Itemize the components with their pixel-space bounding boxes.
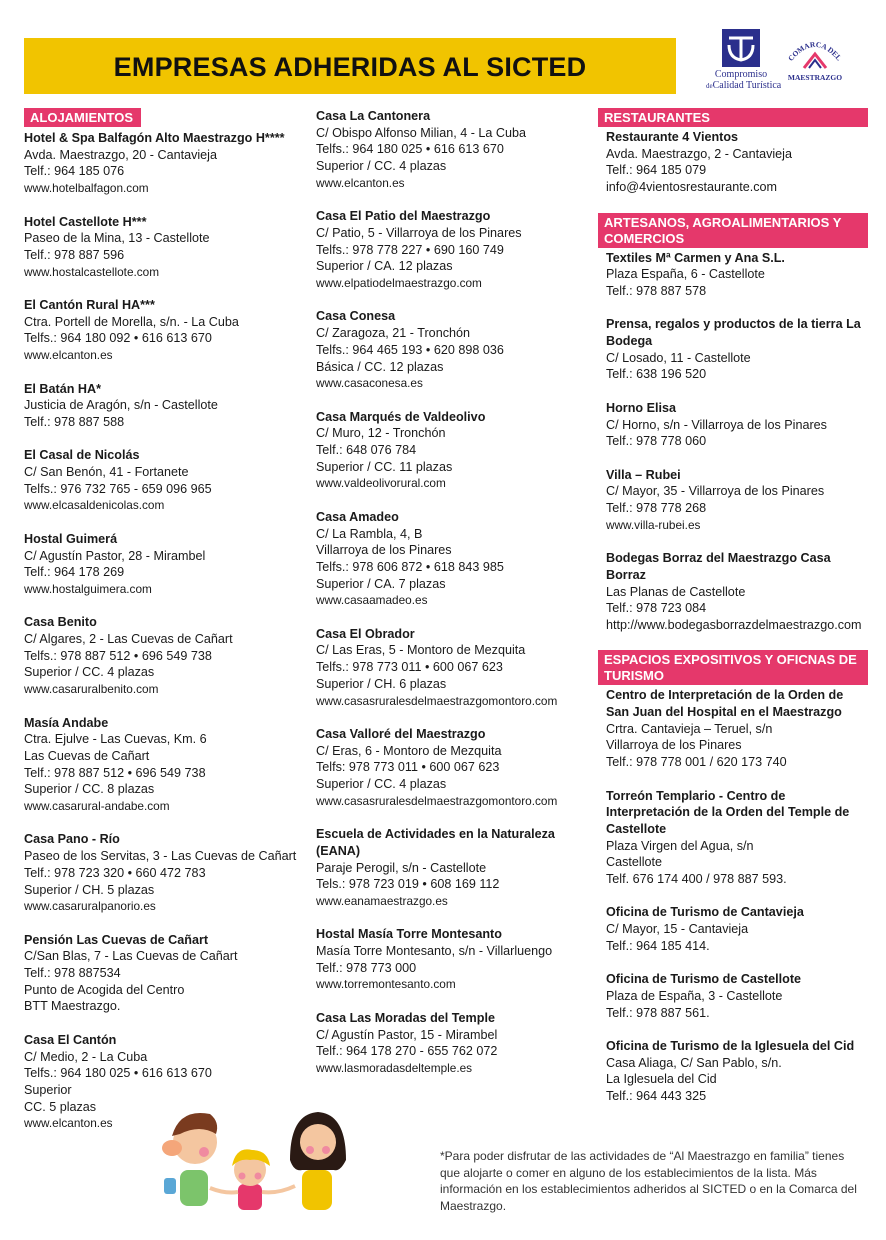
listing-detail: Telf.: 978 887 596	[24, 247, 125, 262]
listing-detail: Telfs: 978 773 011 • 600 067 623	[316, 760, 500, 775]
listing-detail: Telf.: 978 887534	[24, 966, 121, 981]
listing-detail: Paseo de la Mina, 13 - Castellote	[24, 231, 210, 246]
listing-name: Bodegas Borraz del Maestrazgo Casa Borraz	[606, 551, 831, 582]
listing-name: Restaurante 4 Vientos	[606, 130, 739, 144]
listing-detail: Telfs.: 978 887 512 • 696 549 738	[24, 648, 212, 663]
listing-name: Oficina de Turismo de la Iglesuela del Cid	[606, 1039, 855, 1053]
mother-figure-icon	[290, 1112, 346, 1210]
listing-website-link[interactable]: www.casaconesa.es	[316, 376, 423, 391]
listing-detail: Telf.: 978 887 588	[24, 414, 125, 429]
listing-detail: Básica / CC. 12 plazas	[316, 359, 444, 374]
listing-entry	[316, 108, 591, 192]
listing-detail: Superior / CC. 4 plazas	[316, 159, 447, 174]
listing-entry	[24, 214, 294, 281]
listing-detail: Superior / CH. 5 plazas	[24, 882, 155, 897]
listing-detail: C/San Blas, 7 - Las Cuevas de Cañart	[24, 949, 238, 964]
listing-detail: http://www.bodegasborrazdelmaestrazgo.com	[606, 617, 862, 632]
listing-detail: Telf.: 978 778 268	[606, 501, 707, 515]
listing-website-link[interactable]: www.elpatiodelmaestrazgo.com	[316, 276, 482, 291]
listing-website-link[interactable]: www.casarural-andabe.com	[24, 799, 170, 814]
listing-name: Casa Valloré del Maestrazgo	[316, 726, 486, 741]
listing-website-link[interactable]: www.elcanton.es	[24, 348, 113, 363]
listing-detail: Crtra. Cantavieja – Teruel, s/n	[606, 721, 773, 736]
listing-detail: Justicia de Aragón, s/n - Castellote	[24, 398, 218, 413]
listing-detail: Las Planas de Castellote	[606, 584, 746, 599]
listing-detail: C/ San Benón, 41 - Fortanete	[24, 465, 189, 479]
listing-name: Hostal Guimerá	[24, 531, 118, 546]
listing-detail: C/ Las Eras, 5 - Montoro de Mezquita	[316, 643, 526, 658]
listing-detail: CC. 5 plazas	[24, 1099, 97, 1114]
column-servicios	[598, 108, 868, 1122]
category-espacios: ESPACIOS EXPOSITIVOS Y OFICNAS DE TURISMO	[598, 650, 868, 685]
listing-website-link[interactable]: www.casasruralesdelmaestrazgomontoro.com	[316, 693, 558, 708]
listing-website-link[interactable]: www.lasmoradasdeltemple.es	[316, 1060, 473, 1075]
listing-detail: Superior / CC. 8 plazas	[24, 782, 155, 797]
listing-detail: Telf.: 978 773 000	[316, 960, 417, 975]
listing-entry	[316, 926, 591, 993]
listing-name: Casa El Obrador	[316, 626, 415, 641]
listing-name: Casa Marqués de Valdeolivo	[316, 409, 486, 424]
listing-entry	[24, 297, 294, 364]
listing-detail: Telfs.: 964 180 025 • 616 613 670	[316, 142, 504, 157]
listing-name: Casa La Cantonera	[316, 109, 431, 123]
listing-detail: Telfs.: 964 180 025 • 616 613 670	[24, 1066, 212, 1081]
listing-detail: Casa Aliaga, C/ San Pablo, s/n.	[606, 1055, 782, 1070]
listing-detail: Superior / CC. 11 plazas	[316, 459, 453, 474]
listing-detail: Avda. Maestrazgo, 20 - Cantavieja	[24, 147, 217, 162]
listing-detail: Plaza España, 6 - Castellote	[606, 267, 765, 282]
svg-text:MAESTRAZGO: MAESTRAZGO	[787, 73, 843, 82]
compromiso-calidad-icon	[721, 28, 761, 68]
listing-entry	[24, 614, 294, 698]
listing-entry	[24, 447, 294, 514]
listing-detail: C/ Obispo Alfonso Milian, 4 - La Cuba	[316, 125, 527, 140]
listing-name: Horno Elisa	[606, 400, 676, 415]
listing-entry	[24, 715, 294, 815]
listing-detail: Telf.: 964 185 079	[606, 163, 707, 178]
listing-entry	[316, 1010, 591, 1077]
listing-website-link[interactable]: www.elcasaldenicolas.com	[24, 498, 165, 513]
comarca-maestrazgo-logo	[780, 28, 850, 98]
listing-website-link[interactable]: www.torremontesanto.com	[316, 977, 456, 992]
listing-entry	[598, 971, 868, 1021]
listing-name: Hostal Masía Torre Montesanto	[316, 927, 502, 942]
listing-entry	[316, 308, 591, 392]
listing-entry	[598, 550, 868, 634]
espacios-list	[598, 687, 868, 1105]
listing-detail: Ctra. Portell de Morella, s/n. - La Cuba	[24, 314, 239, 329]
compromiso-calidad-logo	[706, 28, 782, 98]
listing-entry	[598, 1038, 868, 1105]
listing-detail: Villarroya de los Pinares	[606, 738, 742, 753]
listing-detail: C/ Mayor, 35 - Villarroya de los Pinares	[606, 484, 825, 499]
listing-entry	[316, 208, 591, 292]
listing-detail: Telf.: 638 196 520	[606, 367, 707, 382]
listing-name: Oficina de Turismo de Cantavieja	[606, 905, 804, 920]
listing-website-link[interactable]: www.casasruralesdelmaestrazgomontoro.com	[316, 793, 558, 808]
listing-name: Casa El Cantón	[24, 1032, 117, 1047]
category-restaurantes: RESTAURANTES	[598, 108, 868, 127]
listing-detail: Masía Torre Montesanto, s/n - Villarluengo	[316, 944, 553, 959]
listing-detail: Telf.: 978 778 001 / 620 173 740	[606, 755, 787, 770]
category-alojamientos: ALOJAMIENTOS	[24, 108, 141, 127]
listing-entry	[316, 726, 591, 810]
listing-detail: C/ Agustín Pastor, 15 - Mirambel	[316, 1027, 498, 1042]
logo-compromiso-line2: deCalidad Turística	[706, 80, 782, 91]
family-illustration	[150, 1100, 370, 1220]
category-artesanos: ARTESANOS, AGROALIMENTARIOS Y COMERCIOS	[598, 213, 868, 248]
listing-detail: C/ La Rambla, 4, B	[316, 526, 423, 541]
listing-detail: C/ Mayor, 15 - Cantavieja	[606, 922, 749, 937]
listing-entry	[316, 626, 591, 710]
column-alojamientos	[24, 108, 297, 1149]
listing-detail: Paseo de los Servitas, 3 - Las Cuevas de Cañart	[24, 849, 297, 864]
listing-detail: Telfs.: 978 778 227 • 690 160 749	[316, 242, 504, 257]
listing-detail: Telf.: 964 178 269	[24, 565, 125, 580]
listing-detail: Villarroya de los Pinares	[316, 543, 452, 558]
listing-detail: Avda. Maestrazgo, 2 - Cantavieja	[606, 146, 792, 161]
listing-entry	[24, 130, 294, 197]
listing-name: El Cantón Rural HA***	[24, 298, 155, 312]
listing-website-link[interactable]: www.valdeolivorural.com	[316, 476, 446, 491]
listing-detail: Plaza Virgen del Agua, s/n	[606, 838, 754, 853]
listing-detail: C/ Agustín Pastor, 28 - Mirambel	[24, 548, 206, 563]
listing-detail: Telf.: 964 185 414.	[606, 938, 710, 953]
listing-name: Casa El Patio del Maestrazgo	[316, 209, 491, 224]
alojamientos-list	[24, 130, 297, 1132]
listing-detail: C/ Muro, 12 - Tronchón	[316, 426, 446, 441]
listing-name: Casa Amadeo	[316, 509, 399, 524]
listing-detail: info@4vientosrestaurante.com	[606, 180, 777, 195]
listing-website-link[interactable]: www.casaruralbenito.com	[24, 682, 159, 697]
listing-detail: Telf.: 978 887 561.	[606, 1005, 710, 1020]
listing-name: Masía Andabe	[24, 715, 109, 730]
listing-entry	[598, 904, 868, 954]
listing-entry	[24, 531, 294, 598]
listing-detail: C/ Losado, 11 - Castellote	[606, 350, 751, 365]
listing-name: Centro de Interpretación de la Orden de San Juan del Hospital en el Maestrazgo	[606, 688, 844, 719]
listing-detail: Telf.: 978 723 320 • 660 472 783	[24, 865, 206, 880]
logo-compromiso-line1: Compromiso	[714, 69, 768, 80]
listing-entry	[24, 831, 297, 915]
listing-entry	[598, 316, 868, 383]
listing-detail: Tels.: 978 723 019 • 608 169 112	[316, 877, 500, 892]
listing-detail: C/ Medio, 2 - La Cuba	[24, 1049, 148, 1064]
listing-detail: C/ Patio, 5 - Villarroya de los Pinares	[316, 225, 522, 240]
listing-detail: Ctra. Ejulve - Las Cuevas, Km. 6	[24, 732, 207, 747]
listing-entry	[598, 687, 868, 771]
listing-detail: Telf.: 978 887 512 • 696 549 738	[24, 765, 206, 780]
listing-detail: C/ Zaragoza, 21 - Tronchón	[316, 326, 471, 341]
listing-name: El Batán HA*	[24, 381, 101, 396]
listing-detail: Telf.: 964 178 270 - 655 762 072	[316, 1044, 498, 1059]
listing-entry	[316, 509, 591, 609]
listing-name: Casa Las Moradas del Temple	[316, 1010, 495, 1025]
restaurantes-list	[598, 129, 868, 196]
listing-detail: Superior / CH. 6 plazas	[316, 676, 447, 691]
listing-website-link[interactable]: www.elcanton.es	[316, 175, 405, 190]
listing-detail: Telf.: 978 778 060	[606, 434, 707, 449]
listing-entry	[598, 400, 868, 450]
alojamientos-list-2	[316, 108, 591, 1077]
listing-website-link[interactable]: www.hostalcastellote.com	[24, 264, 160, 279]
listing-website-link[interactable]: www.villa-rubei.es	[606, 517, 701, 532]
listing-entry	[24, 381, 294, 431]
listing-website-link[interactable]: www.elcanton.es	[24, 1116, 113, 1131]
listing-name: Casa Pano - Río	[24, 832, 120, 847]
listing-name: Oficina de Turismo de Castellote	[606, 972, 802, 987]
listing-detail: Telf.: 978 887 578	[606, 283, 707, 298]
listing-name: Casa Conesa	[316, 309, 396, 324]
listing-website-link[interactable]: www.casaruralpanorio.es	[24, 899, 156, 914]
listing-website-link[interactable]: www.eanamaestrazgo.es	[316, 893, 448, 908]
footnote: *Para poder disfrutar de las actividades de “Al Maestrazgo en familia” tienes que alojarte o comer en alguno de los establecimientos de la lista. Más información en los establecimientos adheridos al SICTED o en la Comarca del Maestrazgo.	[440, 1149, 857, 1213]
listing-detail: Telf.: 648 076 784	[316, 443, 417, 458]
listing-detail: Paraje Perogil, s/n - Castellote	[316, 860, 487, 875]
listing-detail: Punto de Acogida del Centro	[24, 982, 185, 997]
listing-name: Textiles Mª Carmen y Ana S.L.	[606, 250, 785, 265]
listing-name: Prensa, regalos y productos de la tierra La Bodega	[606, 317, 861, 348]
listing-detail: Telfs.: 964 180 092 • 616 613 670	[24, 331, 212, 346]
comarca-maestrazgo-icon	[780, 28, 850, 98]
column-alojamientos-2	[316, 108, 591, 1093]
listing-entry	[598, 467, 868, 534]
listing-detail: Telf.: 964 443 325	[606, 1089, 707, 1104]
listing-entry	[598, 250, 868, 300]
listing-detail: Las Cuevas de Cañart	[24, 748, 150, 763]
listing-entry	[598, 129, 868, 196]
listing-detail: Telfs.: 978 773 011 • 600 067 623	[316, 660, 503, 675]
child-figure-icon	[210, 1149, 295, 1210]
listing-detail: Telf. 676 174 400 / 978 887 593.	[606, 872, 787, 887]
listing-detail: Superior / CC. 4 plazas	[24, 665, 155, 680]
listing-website-link[interactable]: www.hostalguimera.com	[24, 581, 152, 596]
listing-detail: Superior / CA. 7 plazas	[316, 576, 446, 591]
page-title: EMPRESAS ADHERIDAS AL SICTED	[113, 52, 587, 82]
artesanos-list	[598, 250, 868, 634]
listing-detail: Telfs.: 976 732 765 - 659 096 965	[24, 481, 212, 496]
listing-name: El Casal de Nicolás	[24, 448, 140, 463]
listing-detail: Castellote	[606, 855, 663, 870]
listing-detail: C/ Eras, 6 - Montoro de Mezquita	[316, 743, 502, 758]
listing-website-link[interactable]: www.casaamadeo.es	[316, 593, 428, 608]
listing-name: Casa Benito	[24, 615, 97, 630]
svg-text:COMARCA DEL: COMARCA DEL	[786, 39, 844, 63]
listing-detail: Telfs.: 964 465 193 • 620 898 036	[316, 342, 504, 357]
listing-name: Hotel Castellote H***	[24, 214, 147, 229]
listing-detail: Telf.: 964 185 076	[24, 164, 125, 179]
listing-detail: C/ Horno, s/n - Villarroya de los Pinares	[606, 417, 827, 432]
listing-website-link[interactable]: www.hotelbalfagon.com	[24, 181, 149, 196]
listing-detail: Superior / CC. 4 plazas	[316, 777, 447, 792]
listing-name: Hotel & Spa Balfagón Alto Maestrazgo H****	[24, 131, 285, 145]
listing-name: Pensión Las Cuevas de Cañart	[24, 932, 209, 947]
listing-entry	[598, 788, 868, 888]
listing-detail: Superior / CA. 12 plazas	[316, 259, 453, 274]
listing-detail: Superior	[24, 1082, 72, 1097]
listing-name: Villa – Rubei	[606, 467, 681, 482]
listing-detail: La Iglesuela del Cid	[606, 1072, 717, 1087]
listing-detail: BTT Maestrazgo.	[24, 999, 121, 1014]
listing-detail: Telfs.: 978 606 872 • 618 843 985	[316, 559, 504, 574]
listing-entry	[316, 826, 591, 910]
father-figure-icon	[162, 1113, 217, 1206]
listing-detail: Plaza de España, 3 - Castellote	[606, 988, 783, 1003]
listing-detail: C/ Algares, 2 - Las Cuevas de Cañart	[24, 632, 233, 646]
listing-name: Torreón Templario - Centro de Interpretación de la Orden del Temple de Castellote	[606, 788, 850, 836]
listing-detail: Telf.: 978 723 084	[606, 601, 707, 616]
listing-name: Escuela de Actividades en la Naturaleza (EANA)	[316, 827, 555, 858]
listing-entry	[24, 932, 294, 1016]
listing-entry	[316, 409, 591, 493]
